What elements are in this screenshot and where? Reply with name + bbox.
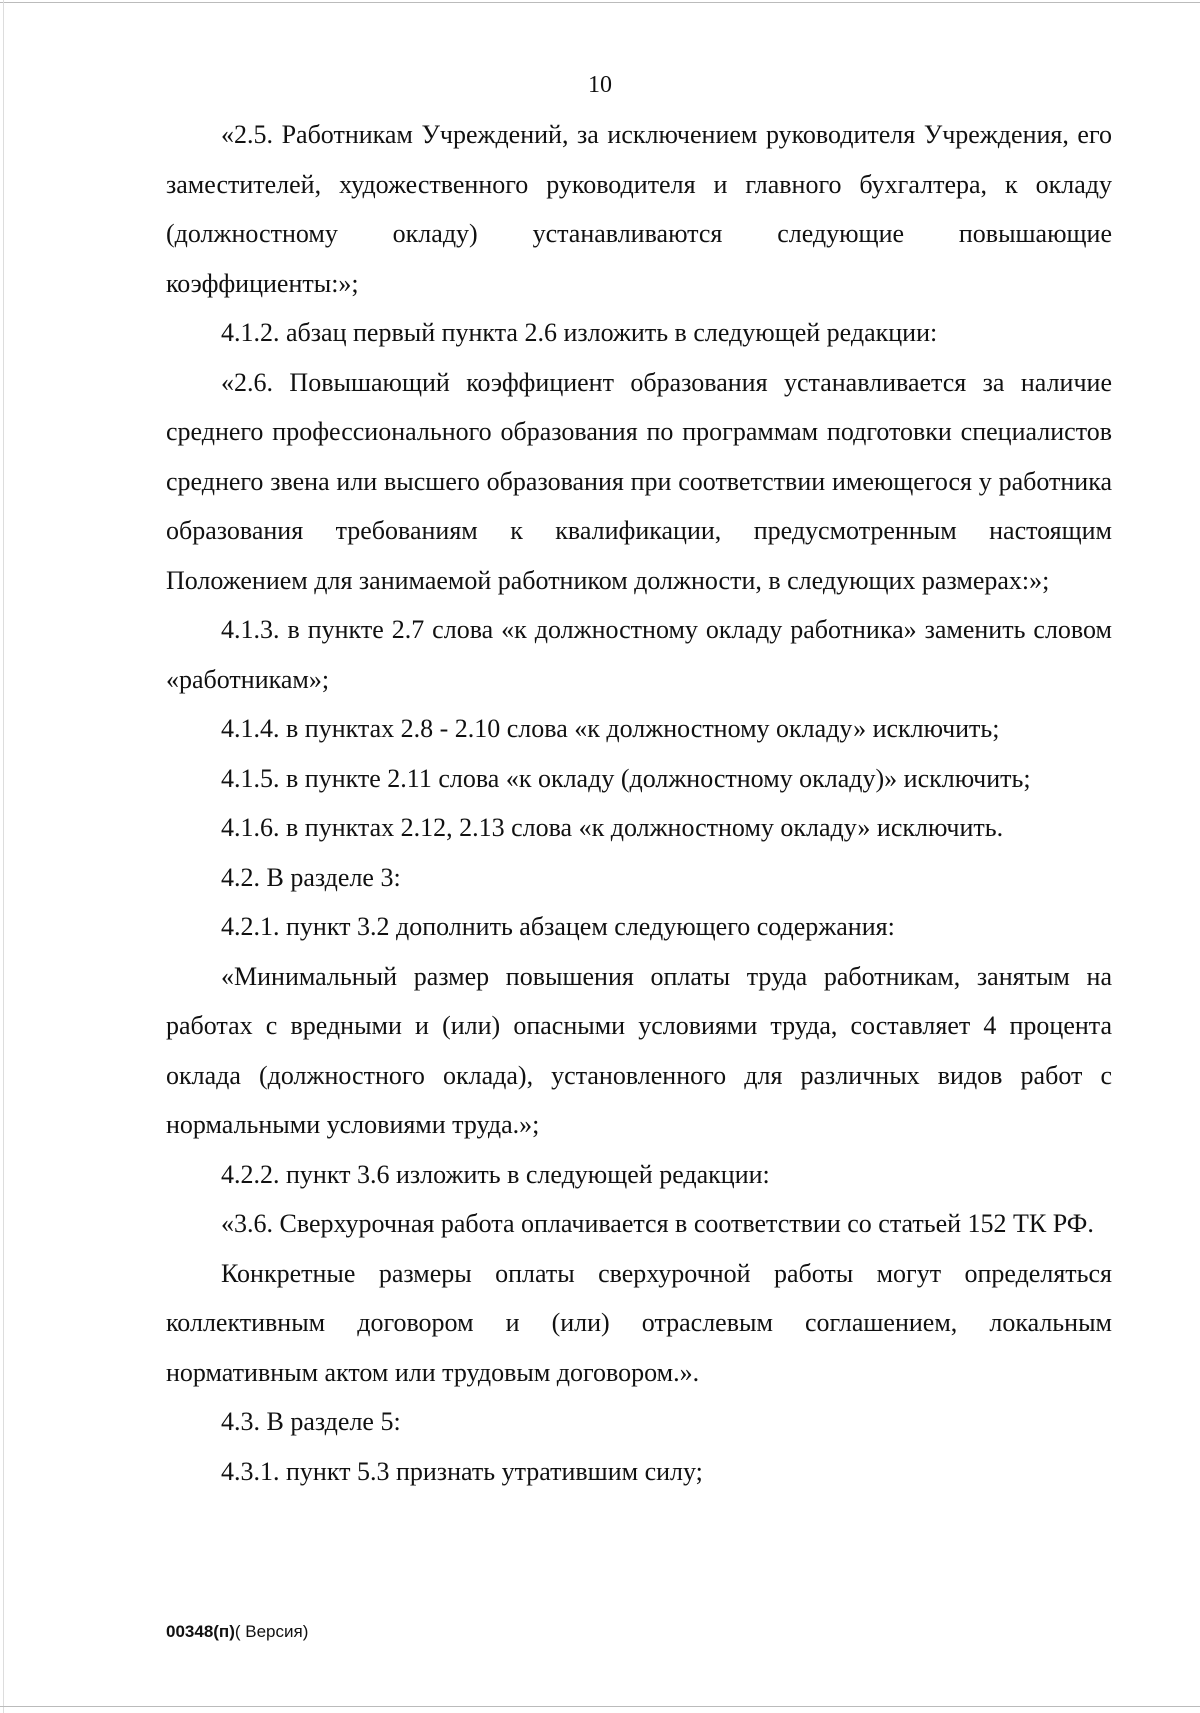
paragraph-4-1-3: 4.1.3. в пункте 2.7 слова «к должностному окладу работника» заменить словом «работникам»; (166, 615, 1112, 694)
scan-bottom-edge (0, 1706, 1200, 1707)
document-footer (166, 1622, 308, 1642)
paragraph-4-2-1: 4.2.1. пункт 3.2 дополнить абзацем следующего содержания: (221, 912, 895, 941)
paragraph-4-1-6: 4.1.6. в пунктах 2.12, 2.13 слова «к должностному окладу» исключить. (221, 813, 1004, 842)
scan-left-edge (3, 0, 4, 1713)
document-version: ( Версия) (234, 1622, 309, 1641)
paragraph-3-6: «3.6. Сверхурочная работа оплачивается в соответствии со статьей 152 ТК РФ. (221, 1209, 1094, 1238)
paragraph-4-1-4: 4.1.4. в пунктах 2.8 - 2.10 слова «к должностному окладу» исключить; (221, 714, 1000, 743)
document-body (166, 110, 1112, 1496)
paragraph-4-3: 4.3. В разделе 5: (221, 1407, 401, 1436)
paragraph-2-5: «2.5. Работникам Учреждений, за исключением руководителя Учреждения, его заместителей, художественного руководителя и главного бухгалтера, к окладу (должностному окладу) устанавливаются следующие повышающие коэффициенты:»; (166, 120, 1112, 298)
paragraph-4-1-5: 4.1.5. в пункте 2.11 слова «к окладу (должностному окладу)» исключить; (221, 763, 1031, 793)
paragraph-4-2-2: 4.2.2. пункт 3.6 изложить в следующей редакции: (221, 1159, 770, 1189)
paragraph-4-3-1: 4.3.1. пункт 5.3 признать утратившим силу; (221, 1456, 703, 1486)
paragraph-4-2: 4.2. В разделе 3: (221, 862, 401, 892)
document-code: 00348(п) (166, 1622, 235, 1641)
paragraph-2-6: «2.6. Повышающий коэффициент образования устанавливается за наличие среднего профессионального образования по программам подготовки специалистов среднего звена или высшего образования при соответствии имеющегося у работника образования требованиям к квалификации, предусмотренным настоящим Положением для занимаемой работником должности, в следующих размерах:»; (166, 367, 1112, 595)
scan-top-edge (0, 2, 1200, 3)
page-number: 10 (588, 72, 612, 98)
paragraph-4-1-2: 4.1.2. абзац первый пункта 2.6 изложить в следующей редакции: (221, 318, 938, 347)
paragraph-minimal-size: «Минимальный размер повышения оплаты труда работникам, занятым на работах с вредными и (или) опасными условиями труда, составляет 4 процента оклада (должностного оклада), установленного для различных видов работ с нормальными условиями труда.»; (166, 961, 1112, 1139)
paragraph-concrete-sizes: Конкретные размеры оплаты сверхурочной работы могут определяться коллективным договором и (или) отраслевым соглашением, локальным нормативным актом или трудовым договором.». (166, 1258, 1112, 1387)
